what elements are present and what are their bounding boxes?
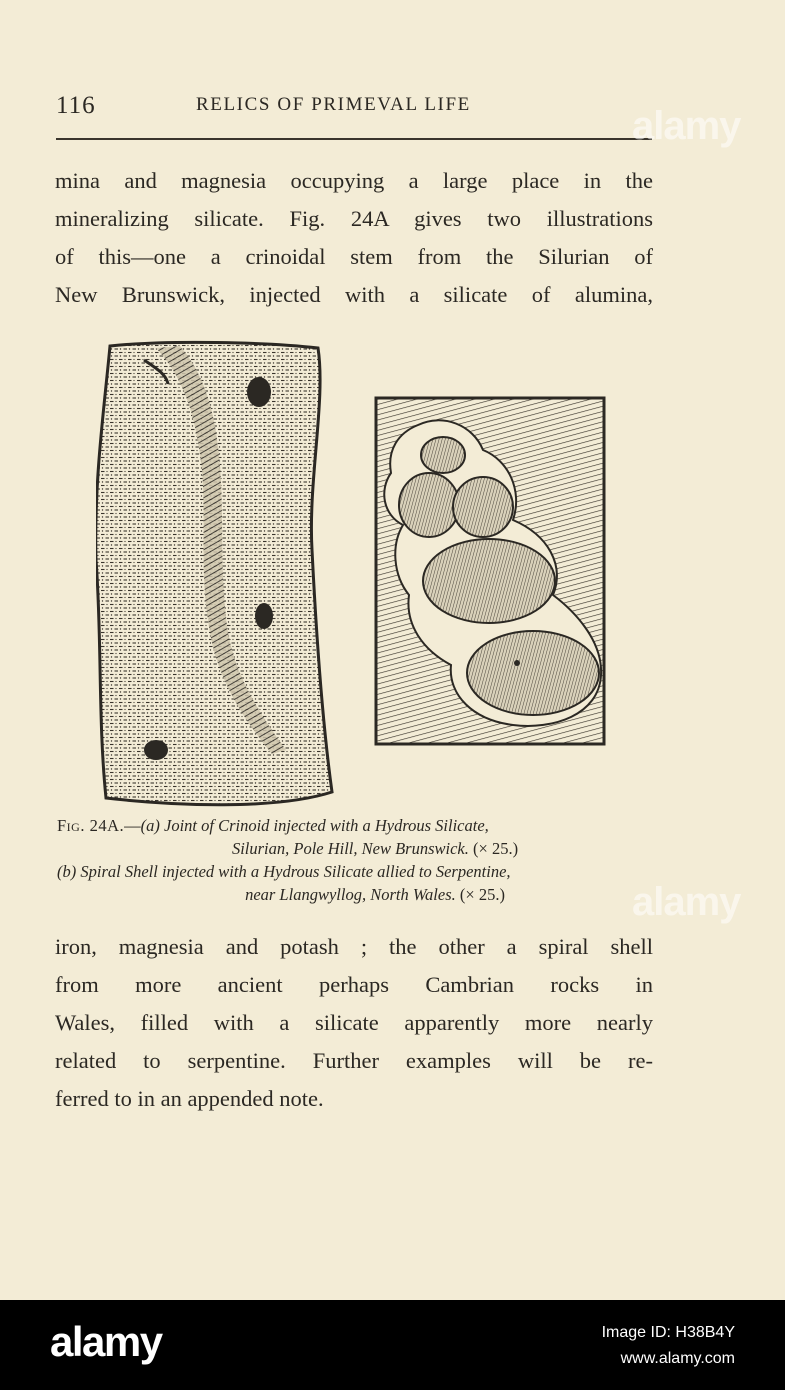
image-id-block xyxy=(602,1320,735,1372)
stock-photo-footer xyxy=(0,1300,785,1390)
alamy-logo: alamy xyxy=(50,1318,162,1365)
running-head: RELICS OF PRIMEVAL LIFE xyxy=(196,94,471,115)
caption-part-b-locality: near Llangwyllog, North Wales. xyxy=(245,885,456,904)
caption-part-a-marker: (a) xyxy=(140,816,160,835)
page-header xyxy=(56,92,652,122)
figure-b-spiral-shell xyxy=(373,395,607,747)
caption-part-b-text: Spiral Shell injected with a Hydrous Silicate allied to Serpentine, xyxy=(80,862,511,881)
caption-part-b-scale: (× 25.) xyxy=(459,885,505,904)
watermark: alamy xyxy=(632,104,741,148)
caption-part-b-marker: (b) xyxy=(57,862,77,881)
text-line: Wales, filled with a silicate apparently more nearly xyxy=(55,1010,653,1035)
figure-label: Fig. 24A. xyxy=(57,816,125,835)
text-line: iron, magnesia and potash ; the other a spiral shell xyxy=(55,934,653,959)
figure-a-crinoid-joint xyxy=(96,340,336,810)
text-line: mina and magnesia occupying a large place in the xyxy=(55,168,653,193)
text-line: of this—one a crinoidal stem from the Silurian of xyxy=(55,244,653,269)
text-line: mineralizing silicate. Fig. 24A gives two illustrations xyxy=(55,206,653,231)
caption-part-a-text: Joint of Crinoid injected with a Hydrous Silicate, xyxy=(164,816,489,835)
page-number: 116 xyxy=(56,92,96,119)
caption-dash: — xyxy=(124,816,141,835)
caption-part-a-locality: Silurian, Pole Hill, New Brunswick. xyxy=(231,839,469,858)
text-line: related to serpentine. Further examples will be re- xyxy=(55,1048,653,1073)
caption-part-a-scale: (× 25.) xyxy=(473,839,519,858)
text-line: from more ancient perhaps Cambrian rocks in xyxy=(55,972,653,997)
figure-caption xyxy=(55,814,655,906)
text-line: New Brunswick, injected with a silicate of alumina, xyxy=(55,282,653,307)
watermark: alamy xyxy=(632,880,741,924)
paragraph-top xyxy=(55,162,653,314)
text-line: ferred to in an appended note. xyxy=(55,1086,324,1111)
site-url: www.alamy.com xyxy=(620,1350,735,1367)
paragraph-bottom xyxy=(55,928,653,1118)
header-rule xyxy=(56,138,652,140)
image-id: Image ID: H38B4Y xyxy=(601,1324,735,1341)
